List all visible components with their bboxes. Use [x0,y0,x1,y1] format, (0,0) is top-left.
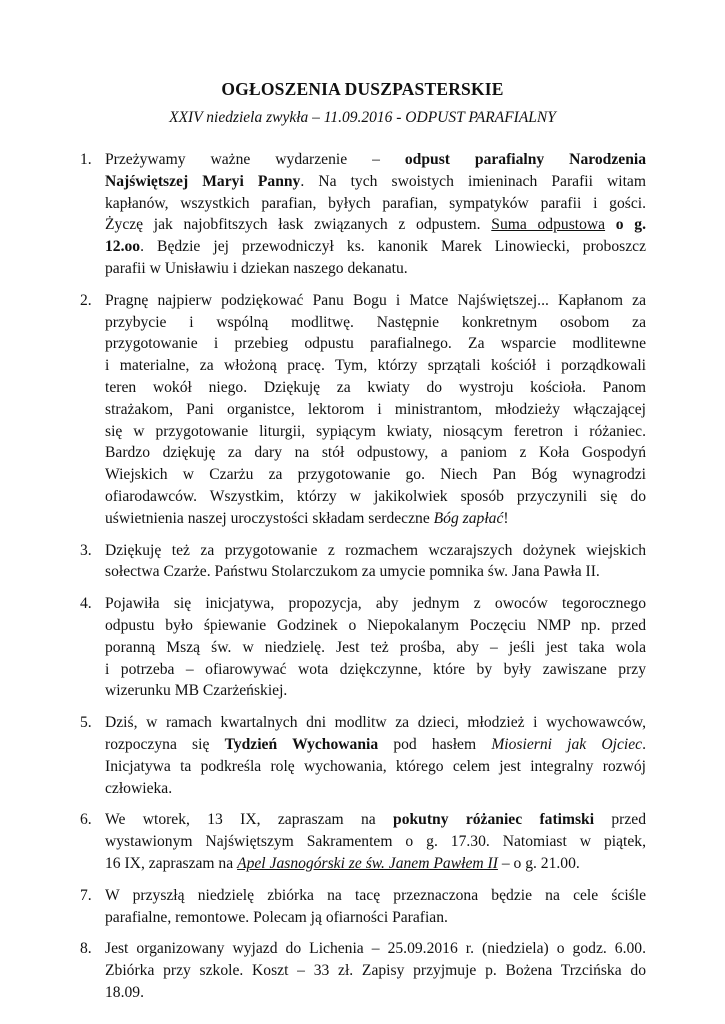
italic-text: Bóg zapłać [433,509,504,527]
item-text [105,593,646,702]
announcement-item-7 [0,885,646,929]
italic-text: Miosierni jak Ojciec [491,735,643,753]
text-segment: – o g. 21.00. [497,854,580,872]
item-text [105,290,646,530]
item-number: 7. [80,886,92,904]
text-line: ofiarodawców. Wszystkim, którzy w jakikolwiek sposób przyczynili się do [105,487,646,505]
item-number: 4. [80,595,92,613]
bold-text: Najświętszej Maryi Panny [105,172,301,190]
bold-text: 12.oo [105,238,141,256]
text-line: i materialne, za włożoną pracę. Tym, którzy sprzątali kościół i porządkowali [105,357,646,375]
text-line: i potrzeba – ofiarowywać wota dziękczynne, które by były zawiszane przy [105,660,646,678]
page-title: OGŁOSZENIA DUSZPASTERSKIE [221,79,504,99]
text-segment [605,216,616,233]
item-number: 6. [80,811,92,829]
text-line: W przyszłą niedzielę zbiórka na tacę przeznaczona będzie na cele ściśle [105,886,646,904]
text-segment: . Na tych swoistych imieninach Parafii witam [300,172,646,190]
item-text [105,712,646,799]
announcement-item-3 [0,540,646,584]
item-text [105,540,646,584]
item-text [105,149,646,280]
text-segment: We wtorek, 13 IX, zapraszam na [105,811,394,829]
text-line [105,171,646,193]
item-number: 2. [80,291,92,309]
text-line: poranną Mszą św. w niedzielę. Jest też prośba, aby – jeśli jest taka wola [105,638,646,656]
text-line [105,149,646,171]
text-line: przygotowanie i przebieg odpustu parafialnego. Za wsparcie modlitewne [105,335,646,353]
text-segment: 16 IX, zapraszam na [105,854,238,872]
text-line: strażakom, Pani organistce, lektorom i ministrantom, młodzieży włączającej [105,400,646,418]
text-line: przybycie i wspólną modlitwę. Następnie konkretnym osobom za [105,313,646,331]
announcement-item-5 [0,712,646,799]
text-line: parafii w Unisławiu i dziekan naszego dekanatu. [105,259,408,277]
text-line: wizerunku MB Czarżeńskiej. [105,682,288,700]
text-line: Pojawiła się inicjatywa, propozycja, aby jednym z owoców tegorocznego [105,595,646,613]
text-line: Bardzo dziękuję za dary na stół odpustowy, a paniom z Koła Gospodyń [105,444,646,462]
text-line: wystawionym Najświętszym Sakramentem o g. 17.30. Natomiast w piątek, [105,833,646,851]
text-line: Dziś, w ramach kwartalnych dni modlitw za dzieci, młodzież i wychowawców, [105,714,646,732]
text-line: Dziękuję też za przygotowanie z rozmachem wczarajszych dożynek wiejskich [105,541,646,559]
announcement-item-2 [0,290,646,530]
announcement-item-8 [0,938,646,1003]
text-line: odpustu było śpiewanie Godzinek o Niepokalanym Poczęciu NMP np. przed [105,616,646,634]
text-line: Zbiórka przy szkole. Koszt – 33 zł. Zapisy przyjmuje p. Bożena Trzcińska do [105,962,646,980]
bold-text: pokutny różaniec fatimski [393,811,595,829]
text-line [105,236,646,258]
text-segment: uświetnienia naszej uroczystości składam serdeczne [105,509,434,527]
text-line [105,508,646,530]
text-segment: pod hasłem [378,735,492,753]
text-line: 18.09. [105,983,144,1001]
text-line: kapłanów, wszystkich parafian, byłych parafian, sympatyków parafii i gości. [105,194,646,212]
text-line: Wiejskich w Czarżu za przygotowanie go. Niech Pan Bóg wynagrodzi [105,466,646,484]
announcement-item-1 [0,149,646,280]
text-segment: . Będzie jej przewodniczył ks. kanonik Marek Linowiecki, proboszcz [140,238,646,256]
text-segment: ! [503,509,509,527]
bold-text: Tydzień Wychowania [224,735,379,753]
text-line: Pragnę najpierw podziękować Panu Bogu i Matce Najświętszej... Kapłanom za [105,291,646,309]
text-segment: rozpoczyna się [105,735,225,753]
bold-text: odpust parafialny Narodzenia [404,151,646,168]
announcement-item-6 [0,809,646,874]
announcements-list [0,149,646,1014]
announcement-item-4 [0,593,646,702]
text-segment: Życzę jak najobfitszych łask związanych z odpustem. [105,216,492,234]
text-line [105,734,646,756]
text-line: Jest organizowany wyjazd do Lichenia – 25.09.2016 r. (niedziela) o godz. 6.00. [105,940,646,958]
text-line: sołectwa Czarże. Państwu Stolarczukom za umycie pomnika św. Jana Pawła II. [105,563,600,581]
text-line: się w przygotowanie liturgii, sypiącym kwiaty, niosącym feretron i różaniec. [105,422,646,440]
item-number: 1. [80,151,92,168]
text-line: Inicjatywa ta podkreśla rolę wychowania, którego celem jest integralny rozwój [105,757,646,775]
underlined-text: Suma odpustowa [491,216,606,234]
item-text [105,809,646,874]
bold-text: o g. [615,216,646,234]
item-number: 5. [80,714,92,732]
text-segment: . [642,735,646,753]
text-line [105,853,646,875]
text-line [105,809,646,831]
text-segment: Przeżywamy ważne wydarzenie – [105,151,405,168]
item-number: 3. [80,541,92,559]
item-number: 8. [80,940,92,958]
text-line: parafialne, remontowe. Polecam ją ofiarności Parafian. [105,908,448,926]
italic-underlined-text: Apel Jasnogórski ze św. Janem Pawłem II [237,854,498,872]
text-line [105,214,646,236]
text-line: człowieka. [105,779,173,797]
item-text [105,885,646,929]
text-line: teren wokół niego. Dziękuję za kwiaty do wystroju kościoła. Panom [105,378,646,396]
item-text [105,938,646,1003]
text-segment: przed [594,811,646,829]
page-subtitle: XXIV niedziela zwykła – 11.09.2016 - ODPUST PARAFIALNY [169,109,556,126]
